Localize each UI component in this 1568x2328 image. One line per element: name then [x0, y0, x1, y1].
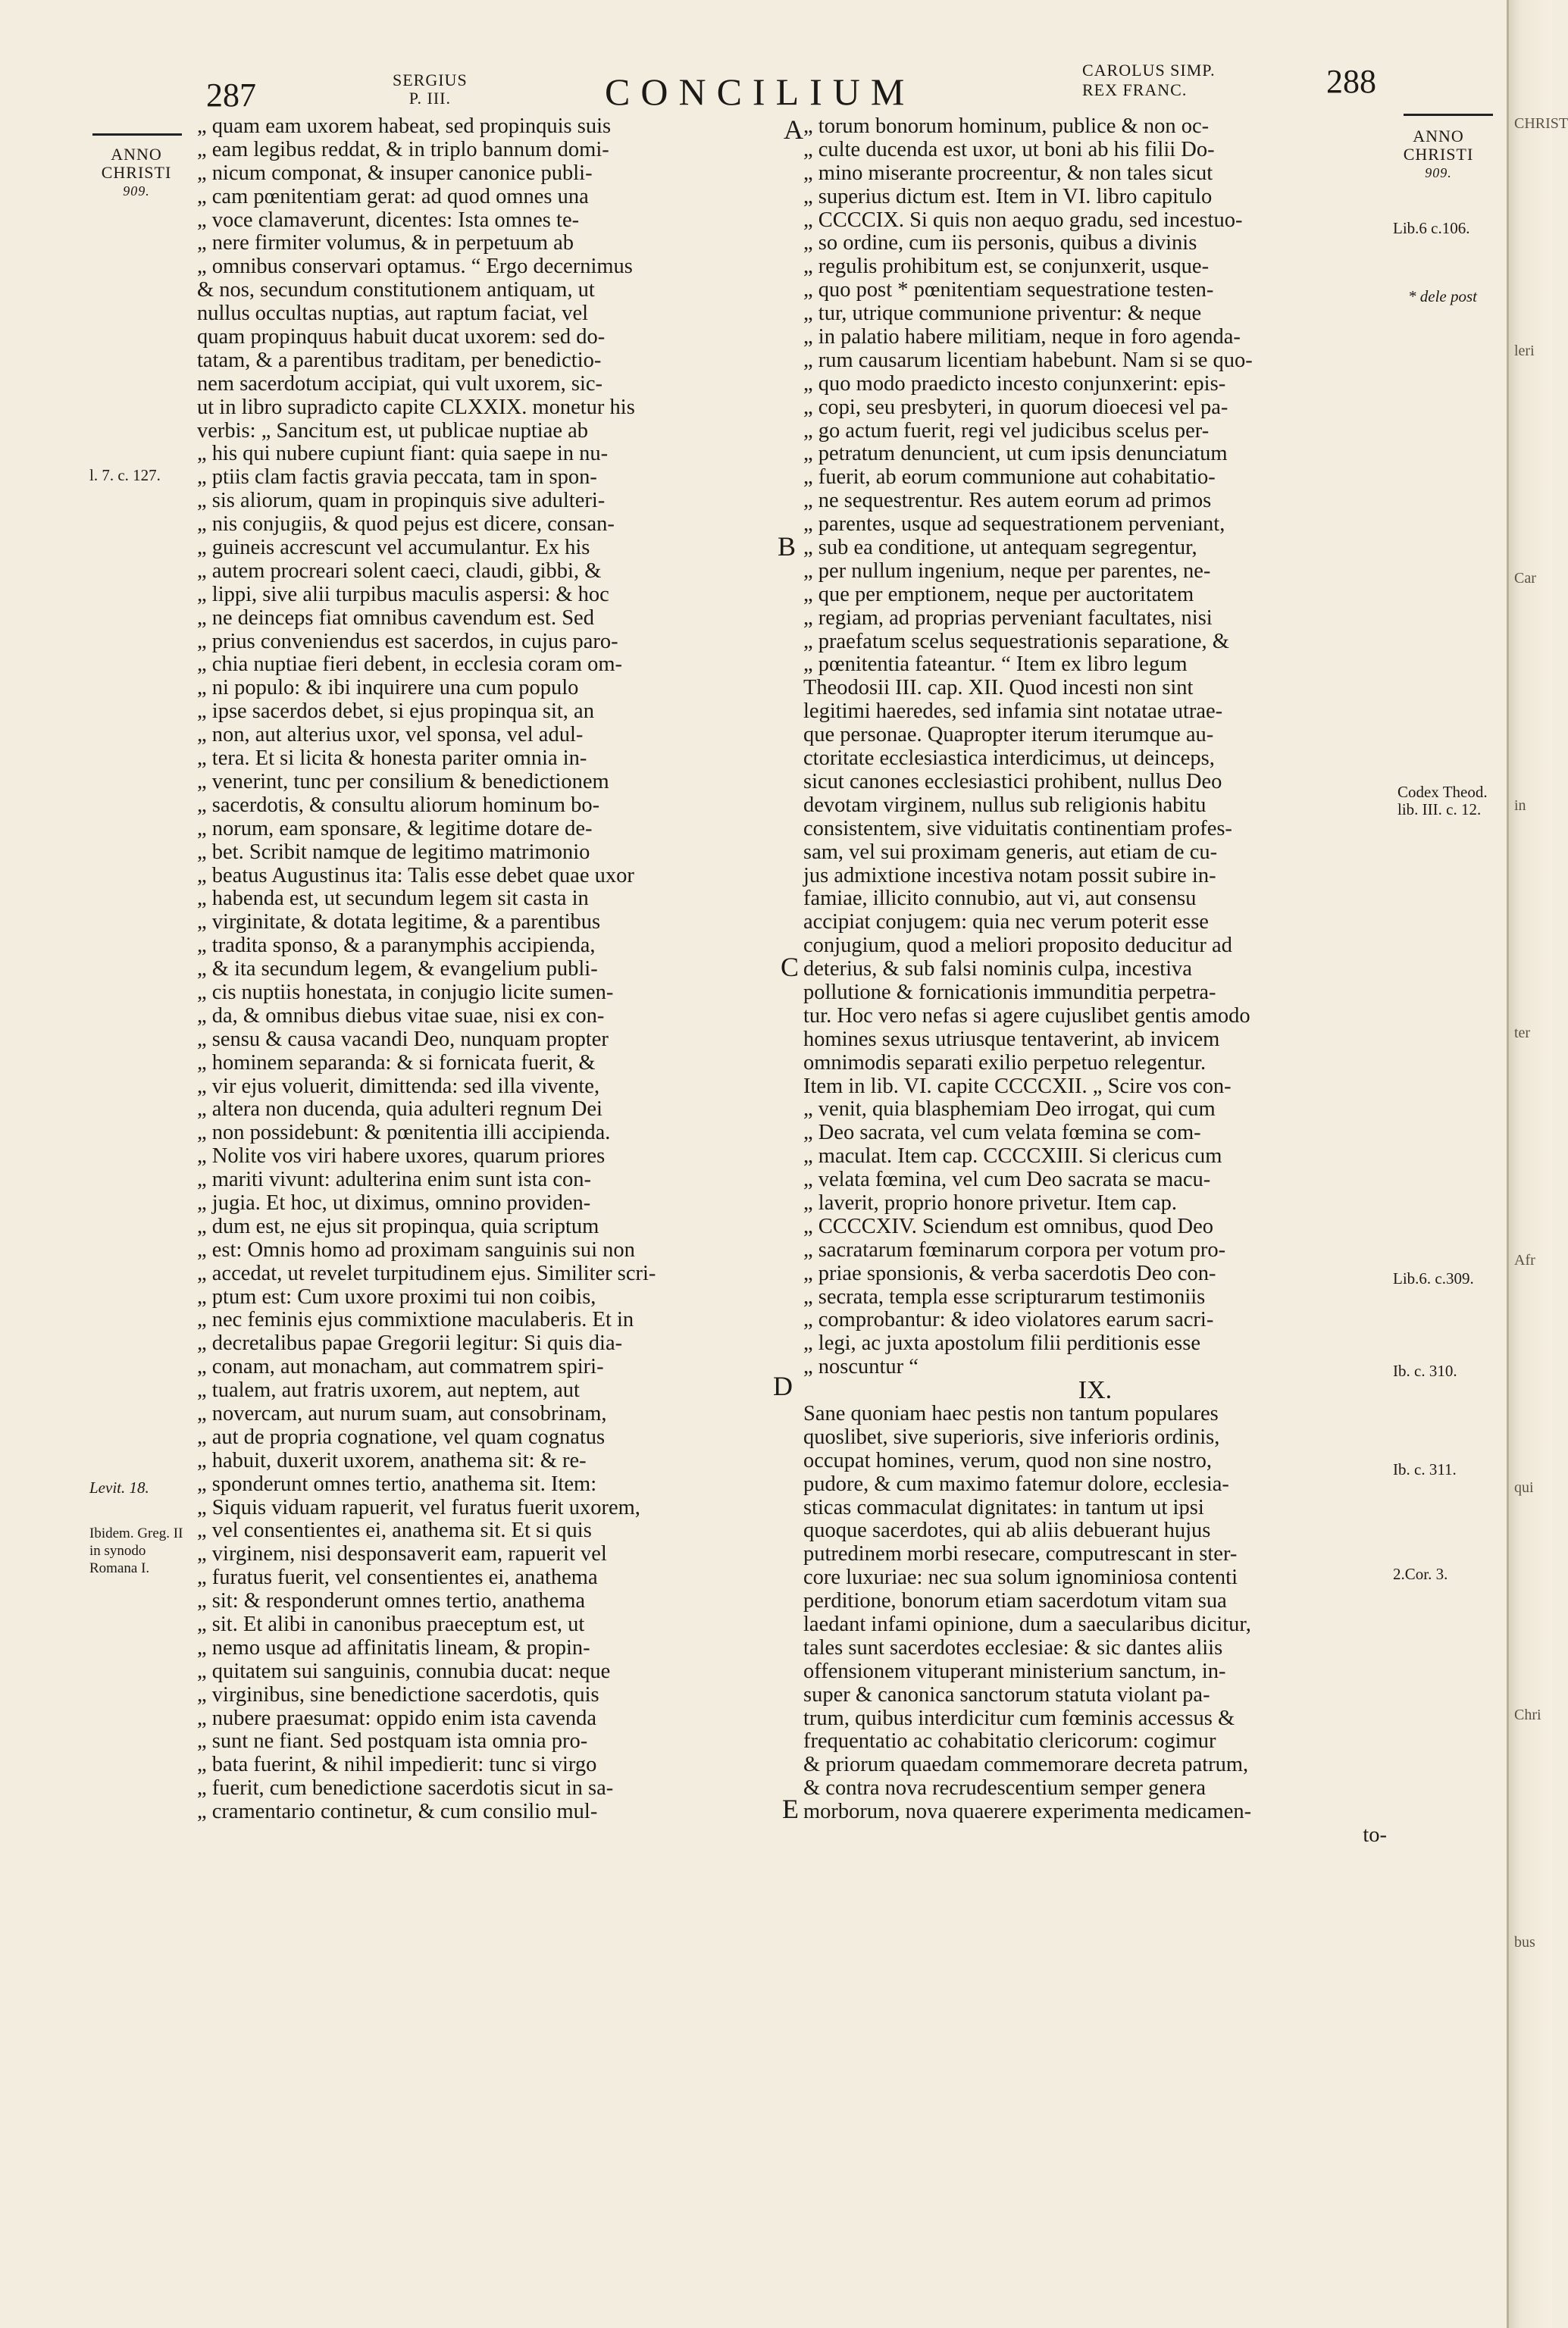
- running-head-left: [393, 71, 468, 108]
- text-line: super & canonica sanctorum statuta violant pa-: [803, 1682, 1210, 1707]
- margin-note-right: * dele post: [1408, 287, 1477, 305]
- section-letter: E: [782, 1794, 799, 1824]
- header-rule-right: [1404, 114, 1493, 116]
- text-line: „ tradita sponso, & a paranymphis accipienda,: [197, 934, 596, 958]
- text-line: „ sacratarum fœminarum corpora per votum pro-: [803, 1238, 1226, 1262]
- text-line: „ prius conveniendus est sacerdos, in cujus paro-: [197, 629, 618, 653]
- text-line: „ torum bonorum hominum, publice & non oc-: [803, 114, 1210, 138]
- text-line: „ his qui nubere cupiunt fiant: quia saepe in nu-: [197, 442, 609, 466]
- text-line: „ jugia. Et hoc, ut diximus, omnino providen-: [197, 1191, 591, 1215]
- text-line: „ so ordine, cum iis personis, quibus a divinis: [803, 231, 1197, 255]
- page-number-right: 288: [1326, 63, 1376, 100]
- text-line: & contra nova recrudescentium semper genera: [803, 1776, 1206, 1801]
- text-line: „ priae sponsionis, & verba sacerdotis Deo con-: [803, 1261, 1216, 1285]
- text-line: „ decretalibus papae Gregorii legitur: Si quis dia-: [197, 1331, 623, 1356]
- text-line: „ pœnitentia fateantur. “ Item ex libro legum: [803, 652, 1188, 677]
- text-line: „ furatus fuerit, vel consentientes ei, anathema: [197, 1566, 598, 1590]
- text-line: „ altera non ducenda, quia adulteri regnum Dei: [197, 1097, 602, 1122]
- text-line: „ Deo sacrata, vel cum velata fœmina se com-: [803, 1121, 1201, 1145]
- text-line: „ sunt ne fiant. Sed postquam ista omnia pro-: [197, 1729, 588, 1754]
- gutter-fragment: CHRIST: [1514, 115, 1568, 132]
- text-line: „ voce clamaverunt, dicentes: Ista omnes te-: [197, 208, 580, 232]
- text-line: „ sub ea conditione, ut antequam segregentur,: [803, 536, 1197, 560]
- margin-note-right: Ib. c. 310.: [1393, 1362, 1457, 1380]
- text-line: „ ne sequestrentur. Res autem eorum ad primos: [803, 489, 1212, 513]
- text-line: pollutione & fornicationis immunditia perpetra-: [803, 980, 1216, 1004]
- text-line: „ parentes, usque ad sequestrationem perveniant,: [803, 512, 1225, 537]
- text-line: „ cam pœnitentiam gerat: ad quod omnes una: [197, 184, 589, 208]
- anno-left-year: 909.: [123, 183, 150, 199]
- text-line: „ quo post * pœnitentiam sequestratione testen-: [803, 278, 1214, 302]
- anno-right-line2: CHRISTI: [1403, 145, 1474, 164]
- text-line: „ da, & omnibus diebus vitae suae, nisi ex con-: [197, 1003, 605, 1028]
- gutter-fragments: [1514, 106, 1568, 2152]
- margin-note-right: 2.Cor. 3.: [1393, 1565, 1448, 1583]
- text-line: „ CCCCIX. Si quis non aequo gradu, sed incestuo-: [803, 208, 1243, 232]
- anno-right-year: 909.: [1425, 165, 1452, 180]
- text-line: „ sis aliorum, quam in propinquis sive adulteri-: [197, 489, 606, 513]
- text-line: „ ni populo: & ibi inquirere una cum populo: [197, 676, 579, 700]
- running-head-right: [1082, 61, 1216, 100]
- text-line: ut in libro supradicto capite CLXXIX. monetur his: [197, 395, 635, 419]
- margin-note-right: Lib.6. c.309.: [1393, 1269, 1474, 1288]
- text-line: „ fuerit, cum benedictione sacerdotis sicut in sa-: [197, 1776, 614, 1801]
- text-line: „ quo modo praedicto incesto conjunxerint: epis-: [803, 371, 1226, 396]
- text-line: „ copi, seu presbyteri, in quorum dioecesi vel pa-: [803, 395, 1228, 419]
- anno-left-line1: ANNO: [111, 145, 162, 164]
- text-line: „ ne deinceps fiat omnibus cavendum est. Sed: [197, 605, 594, 630]
- text-line: „ beatus Augustinus ita: Talis esse debet quae uxor: [197, 863, 634, 887]
- text-line: „ bet. Scribit namque de legitimo matrimonio: [197, 840, 590, 864]
- text-line: „ nec feminis ejus commixtione maculaberis. Et in: [197, 1308, 634, 1332]
- text-line: frequentatio ac cohabitatio clericorum: cogimur: [803, 1729, 1216, 1754]
- text-line: „ hominem separanda: & si fornicata fuerit, &: [197, 1050, 596, 1075]
- text-line: „ per nullum ingenium, neque per parentes, ne-: [803, 559, 1211, 583]
- running-head-left-line2: P. III.: [408, 89, 451, 108]
- text-line: „ petratum denuncient, ut cum ipsis denunciatum: [803, 442, 1228, 466]
- text-line: „ rum causarum licentiam habebunt. Nam si se quo-: [803, 348, 1253, 372]
- gutter-fragment: in: [1514, 797, 1526, 814]
- text-line: offensionem vituperant ministerium sanctum, in-: [803, 1659, 1226, 1683]
- section-letter: B: [778, 531, 797, 562]
- text-line: „ habenda est, ut secundum legem sit casta in: [197, 887, 589, 911]
- text-line: „ secrata, templa esse scripturarum testimoniis: [803, 1284, 1206, 1309]
- text-line: „ fuerit, ab eorum communione aut cohabitatio-: [803, 465, 1216, 490]
- text-line: „ & ita secundum legem, & evangelium publi-: [197, 957, 598, 981]
- text-line: laedant infami opinione, dum a saecularibus dicitur,: [803, 1613, 1251, 1636]
- text-line: „ Siquis viduam rapuerit, vel furatus fuerit uxorem,: [197, 1495, 640, 1519]
- text-line: devotam virginem, nullus sub religionis habitu: [803, 793, 1207, 817]
- text-line: „ superius dictum est. Item in VI. libro capitulo: [803, 184, 1213, 208]
- text-line: perditione, bonorum etiam sacerdotum vitam sua: [803, 1589, 1227, 1613]
- text-line: „ go actum fuerit, regi vel judicibus scelus per-: [803, 418, 1210, 443]
- gutter-fragment: Chri: [1514, 1707, 1541, 1723]
- text-line: „ ptum est: Cum uxore proximi tui non coibis,: [197, 1284, 596, 1309]
- text-line: „ habuit, duxerit uxorem, anathema sit: & re-: [197, 1448, 587, 1472]
- text-line: legitimi haeredes, sed infamia sint notatae utrae-: [803, 699, 1223, 724]
- page-number-left: 287: [206, 77, 256, 114]
- text-line: Item in lib. VI. capite CCCCXII. „ Scire vos con-: [803, 1074, 1232, 1098]
- gutter-fragment: bus: [1514, 1934, 1535, 1951]
- text-line: conjugium, quod a meliori proposito deducitur ad: [803, 934, 1232, 958]
- anno-christi-left: [89, 146, 183, 200]
- text-line: quam propinquus habuit ducat uxorem: sed do-: [197, 325, 606, 349]
- text-line: que personae. Quapropter iterum iterumque au-: [803, 723, 1214, 747]
- text-line: jus admixtione incestiva notam possit subire in-: [803, 863, 1216, 887]
- text-line: „ accedat, ut revelet turpitudinem ejus. Similiter scri-: [197, 1261, 656, 1285]
- text-line: to-: [1363, 1823, 1387, 1848]
- text-line: sicut canones ecclesiastici prohibent, nullus Deo: [803, 769, 1222, 793]
- text-column-left: [197, 115, 808, 1824]
- text-line: „ virginem, nisi desponsaverit eam, rapuerit vel: [197, 1542, 607, 1566]
- gutter-fragment: Car: [1514, 570, 1536, 587]
- text-line: „ omnibus conservari optamus. “ Ergo decernimus: [197, 255, 633, 279]
- section-letter: C: [781, 952, 800, 982]
- text-line: IX.: [1078, 1376, 1113, 1405]
- text-line: „ laverit, proprio honore privetur. Item cap.: [803, 1191, 1178, 1215]
- text-line: „ in palatio habere militiam, neque in foro agenda-: [803, 325, 1241, 349]
- text-line: „ est: Omnis homo ad proximam sanguinis sui non: [197, 1238, 635, 1262]
- section-letter: A: [784, 114, 803, 145]
- text-line: „ venerint, tunc per consilium & benedictionem: [197, 769, 609, 793]
- text-line: „ regiam, ad proprias perveniant facultates, nisi: [803, 605, 1213, 630]
- text-line: „ novercam, aut nurum suam, aut consobrinam,: [197, 1401, 607, 1425]
- header-rule-left: [92, 133, 182, 136]
- section-letter: D: [773, 1371, 793, 1401]
- text-line: „ nicum componat, & insuper canonice publi-: [197, 161, 593, 185]
- text-line: „ tualem, aut fratris uxorem, aut neptem, aut: [197, 1378, 580, 1403]
- text-line: „ Nolite vos viri habere uxores, quarum priores: [197, 1144, 606, 1169]
- text-line: ctoritate ecclesiastica interdicimus, ut deinceps,: [803, 746, 1215, 771]
- text-column-right: [803, 115, 1387, 1848]
- text-line: „ ptiis clam factis gravia peccata, tam in spon-: [197, 465, 597, 490]
- text-line: „ sit. Et alibi in canonibus praeceptum est, ut: [197, 1613, 585, 1636]
- text-line: „ eam legibus reddat, & in triplo bannum domi-: [197, 137, 609, 161]
- text-line: „ vir ejus voluerit, dimittenda: sed illa vivente,: [197, 1074, 600, 1098]
- text-line: sticas commaculat dignitates: in tantum ut ipsi: [803, 1495, 1204, 1519]
- text-line: trum, quibus interdicitur cum fœminis accessus &: [803, 1706, 1235, 1730]
- text-line: „ non possidebunt: & pœnitentia illi accipienda.: [197, 1121, 611, 1145]
- text-line: sam, vel sui proximam generis, aut etiam de cu-: [803, 840, 1218, 864]
- text-line: & nos, secundum constitutionem antiquam, ut: [197, 278, 595, 302]
- text-line: quoque sacerdotes, qui ab aliis debuerant hujus: [803, 1519, 1211, 1543]
- text-line: verbis: „ Sancitum est, ut publicae nuptiae ab: [197, 418, 589, 443]
- gutter-fragment: leri: [1514, 343, 1535, 359]
- text-line: „ conam, aut monacham, aut commatrem spiri-: [197, 1355, 604, 1379]
- gutter-fragment: qui: [1514, 1479, 1534, 1496]
- text-line: „ lippi, sive alii turpibus maculis aspersi: & hoc: [197, 582, 609, 606]
- text-line: „ sacerdotis, & consultu aliorum hominum bo-: [197, 793, 600, 817]
- text-line: tur. Hoc vero nefas si agere cujuslibet gentis amodo: [803, 1003, 1250, 1028]
- text-line: „ venit, quia blasphemiam Deo irrogat, qui cum: [803, 1097, 1216, 1122]
- text-line: „ quam eam uxorem habeat, sed propinquis suis: [197, 114, 612, 138]
- text-line: „ velata fœmina, vel cum Deo sacrata se macu-: [803, 1168, 1211, 1192]
- text-line: „ CCCCXIV. Sciendum est omnibus, quod Deo: [803, 1214, 1213, 1238]
- text-line: putredinem morbi resecare, computrescant in ster-: [803, 1542, 1238, 1566]
- margin-note-right: Ib. c. 311.: [1393, 1460, 1457, 1478]
- text-line: „ nis conjugiis, & quod pejus est dicere, consan-: [197, 512, 615, 537]
- text-line: „ cramentario continetur, & cum consilio mul-: [197, 1800, 598, 1824]
- text-line: „ tera. Et si licita & honesta pariter omnia in-: [197, 746, 587, 771]
- text-line: „ cis nuptiis honestata, in conjugio licite sumen-: [197, 980, 614, 1004]
- text-line: „ maculat. Item cap. CCCCXIII. Si clericus cum: [803, 1144, 1222, 1169]
- text-line: accipiat conjugem: quia nec verum poterit esse: [803, 910, 1209, 934]
- text-line: consistentem, sive viduitatis continentiam profes-: [803, 816, 1232, 840]
- text-line: „ mino miserante procreentur, & non tales sicut: [803, 161, 1213, 185]
- anno-right-line1: ANNO: [1413, 127, 1464, 146]
- running-head-left-line1: SERGIUS: [393, 70, 468, 89]
- margin-note-left: Ibidem. Greg. II in synodo Romana I.: [89, 1525, 183, 1576]
- text-line: „ bata fuerint, & nihil impedierit: tunc si virgo: [197, 1753, 597, 1777]
- text-line: „ vel consentientes ei, anathema sit. Et si quis: [197, 1519, 592, 1543]
- text-line: „ nemo usque ad affinitatis lineam, & propin-: [197, 1635, 590, 1660]
- text-line: pudore, & cum maximo fatemur dolore, ecclesia-: [803, 1472, 1229, 1496]
- text-line: „ tur, utrique communione priventur: & neque: [803, 302, 1202, 326]
- text-line: „ virginitate, & dotata legitime, & a parentibus: [197, 910, 601, 934]
- text-line: homines sexus utriusque tentaverint, ab invicem: [803, 1027, 1220, 1051]
- text-line: nem sacerdotum accipiat, qui vult uxorem, sic-: [197, 371, 603, 396]
- text-line: „ nubere praesumat: oppido enim ista cavenda: [197, 1706, 597, 1730]
- text-line: „ culte ducenda est uxor, ut boni ab his filii Do-: [803, 137, 1215, 161]
- text-line: „ guineis accrescunt vel accumulantur. Ex his: [197, 536, 590, 560]
- text-line: „ legi, ac juxta apostolum filii perditionis esse: [803, 1331, 1200, 1356]
- running-head-right-line1: CAROLUS SIMP.: [1082, 61, 1216, 80]
- text-line: „ aut de propria cognatione, vel quam cognatus: [197, 1425, 606, 1449]
- text-line: „ comprobantur: & ideo violatores earum sacri-: [803, 1308, 1214, 1332]
- text-line: „ sponderunt omnes tertio, anathema sit. Item:: [197, 1472, 597, 1496]
- text-line: „ non, aut alterius uxor, vel sponsa, vel adul-: [197, 723, 584, 747]
- text-line: „ quitatem sui sanguinis, connubia ducat: neque: [197, 1659, 611, 1683]
- text-line: „ ipse sacerdos debet, si ejus propinqua sit, an: [197, 699, 594, 724]
- text-line: famiae, illicito connubio, aut vi, aut consensu: [803, 887, 1197, 911]
- text-line: omnimodis separati exilio perpetuo relegentur.: [803, 1050, 1207, 1075]
- page-fold-line: [1507, 0, 1509, 2328]
- text-line: deterius, & sub falsi nominis culpa, incestiva: [803, 957, 1192, 981]
- text-line: „ autem procreari solent caeci, claudi, gibbi, &: [197, 559, 602, 583]
- text-line: Sane quoniam haec pestis non tantum populares: [803, 1401, 1219, 1425]
- gutter-fragment: Afr: [1514, 1252, 1535, 1269]
- text-line: core luxuriae: nec sua solum ignominiosa contenti: [803, 1566, 1238, 1590]
- text-line: „ dum est, ne ejus sit propinqua, quia scriptum: [197, 1214, 599, 1238]
- anno-left-line2: CHRISTI: [101, 163, 172, 182]
- text-line: „ norum, eam sponsare, & legitime dotare de-: [197, 816, 593, 840]
- text-line: „ sit: & responderunt omnes tertio, anathema: [197, 1589, 586, 1613]
- gutter-fragment: ter: [1514, 1025, 1531, 1041]
- margin-note-left: Levit. 18.: [89, 1478, 149, 1497]
- page-title: CONCILIUM: [605, 70, 915, 113]
- running-head-right-line2: REX FRANC.: [1082, 80, 1188, 99]
- text-line: „ chia nuptiae fieri debent, in ecclesia coram om-: [197, 652, 623, 677]
- text-line: „ praefatum scelus sequestrationis separatione, &: [803, 629, 1229, 653]
- margin-note-left: l. 7. c. 127.: [89, 466, 161, 484]
- text-line: & priorum quaedam commemorare decreta patrum,: [803, 1753, 1249, 1777]
- text-line: „ sensu & causa vacandi Deo, nunquam propter: [197, 1027, 609, 1051]
- text-line: tatam, & a parentibus traditam, per benedictio-: [197, 348, 602, 372]
- text-line: „ mariti vivunt: adulterina enim sunt ista con-: [197, 1168, 591, 1192]
- text-line: „ noscuntur “: [803, 1355, 919, 1379]
- text-line: quoslibet, sive superioris, sive inferioris ordinis,: [803, 1425, 1220, 1449]
- text-line: „ nere firmiter volumus, & in perpetuum ab: [197, 231, 574, 255]
- anno-christi-right: [1391, 127, 1485, 182]
- text-line: morborum, nova quaerere experimenta medicamen-: [803, 1800, 1252, 1824]
- text-line: „ regulis prohibitum est, se conjunxerit, usque-: [803, 255, 1210, 279]
- text-line: Theodosii III. cap. XII. Quod incesti non sint: [803, 676, 1194, 700]
- text-line: „ que per emptionem, neque per auctoritatem: [803, 582, 1194, 606]
- margin-note-right: Lib.6 c.106.: [1393, 219, 1470, 237]
- text-line: „ virginibus, sine benedictione sacerdotis, quis: [197, 1682, 599, 1707]
- text-line: nullus occultas nuptias, aut raptum faciat, vel: [197, 302, 589, 326]
- text-line: tales sunt sacerdotes ecclesiae: & sic dantes aliis: [803, 1635, 1223, 1660]
- margin-note-right: Codex Theod. lib. III. c. 12.: [1397, 783, 1488, 818]
- text-line: occupat homines, verum, quod non sine nostro,: [803, 1448, 1213, 1472]
